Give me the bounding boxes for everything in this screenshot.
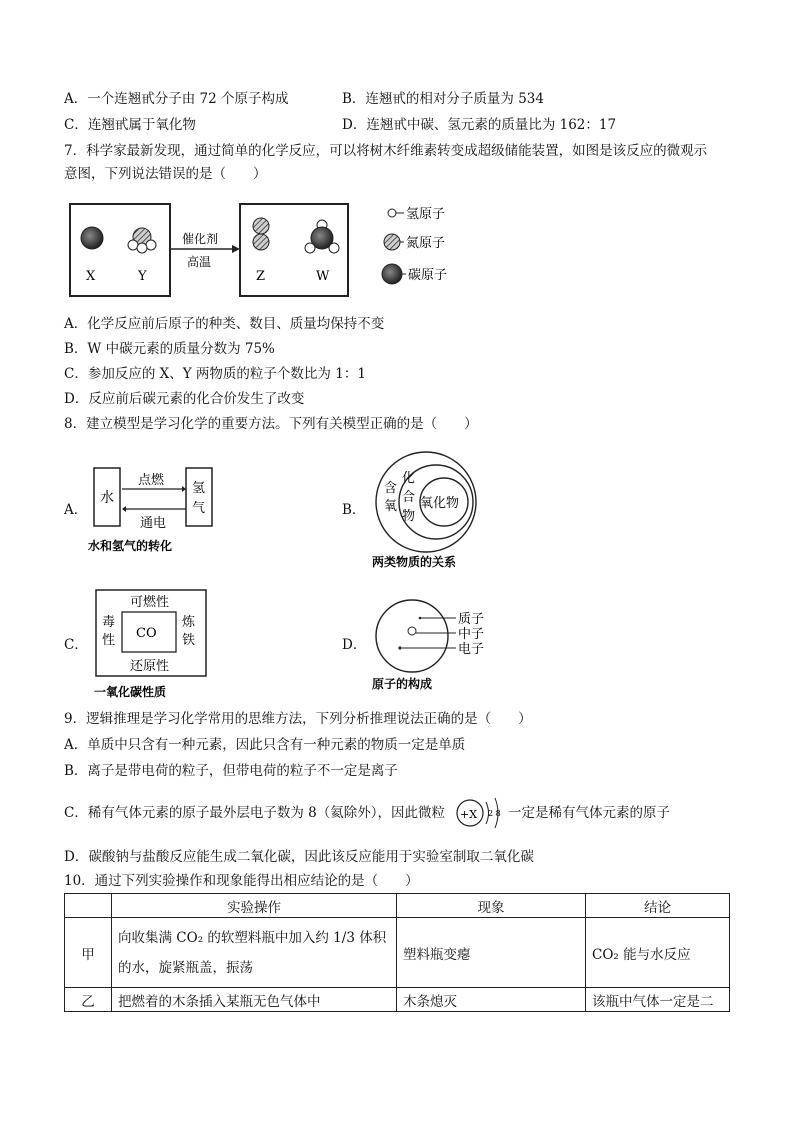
q9-option-b: B．离子是带电荷的粒子，但带电荷的粒子不一定是离子 [64,763,398,779]
model-b-inner: 氧化物 [420,496,460,511]
q6-option-b: B．连翘甙的相对分子质量为 534 [342,91,544,107]
atom-structure-icon [454,794,508,832]
z-molecule [253,218,269,250]
y-molecule [128,228,156,253]
label-x: X [86,269,96,284]
legend-hydrogen-icon [388,209,396,217]
svg-text:毒: 毒 [102,615,116,630]
q8-letter-c: C． [64,637,88,653]
model-d-diagram [366,596,506,696]
legend-nitrogen-icon [384,234,400,250]
model-c-bottom: 还原性 [130,659,170,674]
q7-stem-line1: 7．科学家最新发现，通过简单的化学反应，可以将树木纤维素转变成超级储能装置，如图是该反应的微观示 [64,143,708,159]
model-b-caption: 两类物质的关系 [372,555,457,569]
x-molecule [81,227,103,249]
model-c-diagram [88,586,218,704]
svg-text:化: 化 [402,471,416,486]
label-y: Y [138,269,147,284]
table-row [65,918,730,988]
atom-nucleus: +X [460,808,478,821]
table-row [65,988,730,1012]
q8-stem: 8．建立模型是学习化学的重要方法。下列有关模型正确的是（ ） [64,416,478,432]
legend-carbon-icon [382,264,402,284]
q7-option-c: C．参加反应的 X、Y 两物质的粒子个数比为 1：1 [64,366,366,382]
model-b-diagram [366,444,496,574]
model-d-label-proton: 质子 [458,612,485,627]
model-c-caption: 一氧化碳性质 [94,685,167,699]
q7-option-a: A．化学反应前后原子的种类、数目、质量均保持不变 [64,316,385,332]
svg-text:性: 性 [102,633,116,648]
q6-option-a: A．一个连翘甙分子由 72 个原子构成 [64,91,289,107]
row-label: 乙 [65,988,112,1012]
arrow-bottom-text: 高温 [187,255,212,269]
header-operation: 实验操作 [112,894,397,918]
legend-hydrogen: 氢原子 [406,207,446,222]
row-phenomenon: 木条熄灭 [397,988,586,1012]
model-c-top: 可燃性 [130,595,170,610]
w-molecule [305,220,339,253]
q8-letter-b: B． [342,502,366,518]
label-w: W [316,269,330,284]
label-z: Z [256,269,266,284]
q10-stem: 10．通过下列实验操作和现象能得出相应结论的是（ ） [64,873,419,889]
q6-option-d: D．连翘甙中碳、氢元素的质量比为 162：17 [342,117,617,133]
row-conclusion: CO₂ 能与水反应 [586,918,730,988]
row-operation: 把燃着的木条插入某瓶无色气体中 [112,988,397,1012]
row-conclusion: 该瓶中气体一定是二 [586,988,730,1012]
svg-text:含: 含 [384,481,398,496]
svg-text:铁: 铁 [182,633,196,648]
q7-option-d: D．反应前后碳元素的化合价发生了改变 [64,391,305,407]
q8-letter-d: D． [342,637,367,653]
arrow-top-text: 催化剂 [182,232,219,246]
q9-option-a: A．单质中只含有一种元素，因此只含有一种元素的物质一定是单质 [64,737,466,753]
model-d-caption: 原子的构成 [372,677,433,691]
row-operation-line1: 向收集满 CO₂ 的软塑料瓶中加入约 1/3 体积 [118,929,387,946]
reactants-box [70,204,170,296]
q9-option-c-pre: C．稀有气体元素的原子最外层电子数为 8（氦除外），因此微粒 [64,805,445,821]
header-phenomenon: 现象 [397,894,586,918]
model-a-left: 水 [100,490,114,506]
atom-shells: 2 8 [488,809,501,818]
q9-stem: 9．逻辑推理是学习化学常用的思维方法，下列分析推理说法正确的是（ ） [64,711,532,727]
model-a-right-2: 气 [192,501,206,516]
reaction-diagram [64,190,484,305]
q9-option-c-post: 一定是稀有气体元素的原子 [508,805,670,821]
model-a-diagram [88,462,228,562]
legend-carbon: 碳原子 [408,268,448,283]
model-a-right-1: 氢 [192,481,206,496]
header-blank [65,894,112,918]
model-a-top: 点燃 [138,473,165,488]
q9-option-d: D．碳酸钠与盐酸反应能生成二氧化碳，因此该反应能用于实验室制取二氧化碳 [64,849,534,865]
q7-stem-line2: 意图，下列说法错误的是（ ） [64,166,267,182]
svg-text:合: 合 [402,490,416,505]
table-header-row [65,894,730,918]
model-a-caption: 水和氢气的转化 [88,539,173,553]
row-operation-line2: 的水，旋紧瓶盖，振荡 [118,959,253,976]
row-label: 甲 [65,918,112,988]
row-phenomenon: 塑料瓶变瘪 [397,918,586,988]
svg-text:氧: 氧 [384,499,398,514]
model-d-label-electron: 电子 [458,642,485,657]
q8-letter-a: A． [64,502,88,518]
q6-option-c: C．连翘甙属于氧化物 [64,117,196,133]
q7-option-b: B．W 中碳元素的质量分数为 75% [64,341,275,357]
svg-text:炼: 炼 [182,615,196,630]
model-a-bottom: 通电 [140,516,167,531]
header-conclusion: 结论 [586,894,730,918]
model-c-center: CO [136,626,157,641]
svg-text:物: 物 [402,509,416,524]
model-d-label-neutron: 中子 [458,627,485,642]
legend-nitrogen: 氮原子 [406,236,446,251]
q10-table [64,893,730,1012]
